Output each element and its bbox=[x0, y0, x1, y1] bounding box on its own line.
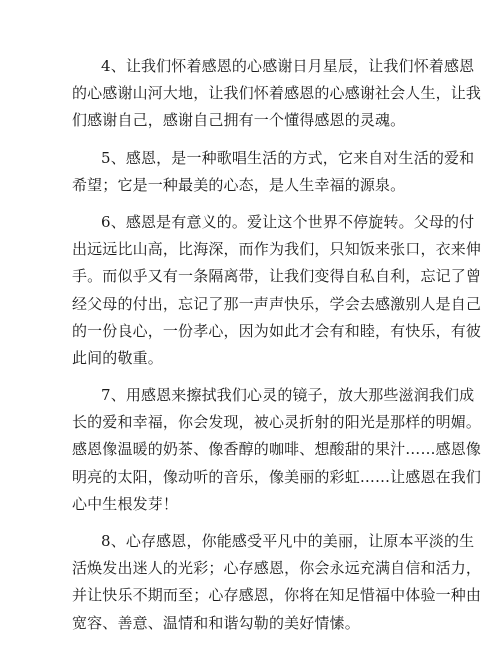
text-line: 明亮的太阳，像动听的音乐，像美丽的彩虹……让感恩在我们 bbox=[72, 467, 482, 486]
text-line: 们感谢自己，感谢自己拥有一个懂得感恩的灵魂。 bbox=[72, 111, 406, 130]
text-line: 希望；它是一种最美的心态，是人生幸福的源泉。 bbox=[72, 175, 406, 194]
text-line: 5、感恩，是一种歌唱生活的方式，它来自对生活的爱和 bbox=[101, 148, 475, 167]
text-line: 7、用感恩来擦拭我们心灵的镜子，放大那些滋润我们成 bbox=[101, 386, 475, 405]
paragraph-5 bbox=[72, 145, 475, 199]
text-line: 4、让我们怀着感恩的心感谢日月星辰，让我们怀着感恩 bbox=[101, 57, 475, 75]
paragraph-4 bbox=[72, 53, 482, 135]
text-line: 长的爱和幸福，你会发现，被心灵折射的阳光是那样的明媚。 bbox=[72, 413, 482, 432]
text-line: 的一份良心，一份孝心，因为如此才会有和睦，有快乐，有彼 bbox=[72, 321, 482, 340]
text-line: 感恩像温暖的奶茶、像香醇的咖啡、想酸甜的果汁……感恩像 bbox=[72, 440, 482, 459]
paragraph-7 bbox=[72, 382, 482, 518]
text-line: 并让快乐不期而至；心存感恩，你将在知足惜福中体验一种由 bbox=[72, 586, 482, 605]
document-body bbox=[72, 53, 482, 647]
text-line: 8、心存感恩，你能感受平凡中的美丽，让原本平淡的生 bbox=[101, 532, 475, 550]
text-line: 宽容、善意、温情和和谐勾勒的美好情愫。 bbox=[72, 613, 360, 632]
text-line: 出远远比山高，比海深，而作为我们，只知饭来张口，衣来伸 bbox=[72, 240, 482, 259]
text-line: 6、感恩是有意义的。爱让这个世界不停旋转。父母的付 bbox=[101, 212, 475, 231]
text-line: 心中生根发芽！ bbox=[72, 494, 179, 513]
text-line: 的心感谢山河大地，让我们怀着感恩的心感谢社会人生，让我 bbox=[72, 84, 482, 103]
paragraph-8 bbox=[72, 528, 482, 637]
text-line: 此间的敬重。 bbox=[72, 348, 163, 367]
text-line: 手。而似乎又有一条隔离带，让我们变得自私自利，忘记了曾 bbox=[72, 267, 482, 286]
text-line: 活焕发出迷人的光彩；心存感恩，你会永远充满自信和活力， bbox=[72, 559, 482, 578]
text-line: 经父母的付出，忘记了那一声声快乐，学会去感激别人是自己 bbox=[72, 294, 482, 313]
paragraph-6 bbox=[72, 209, 482, 372]
